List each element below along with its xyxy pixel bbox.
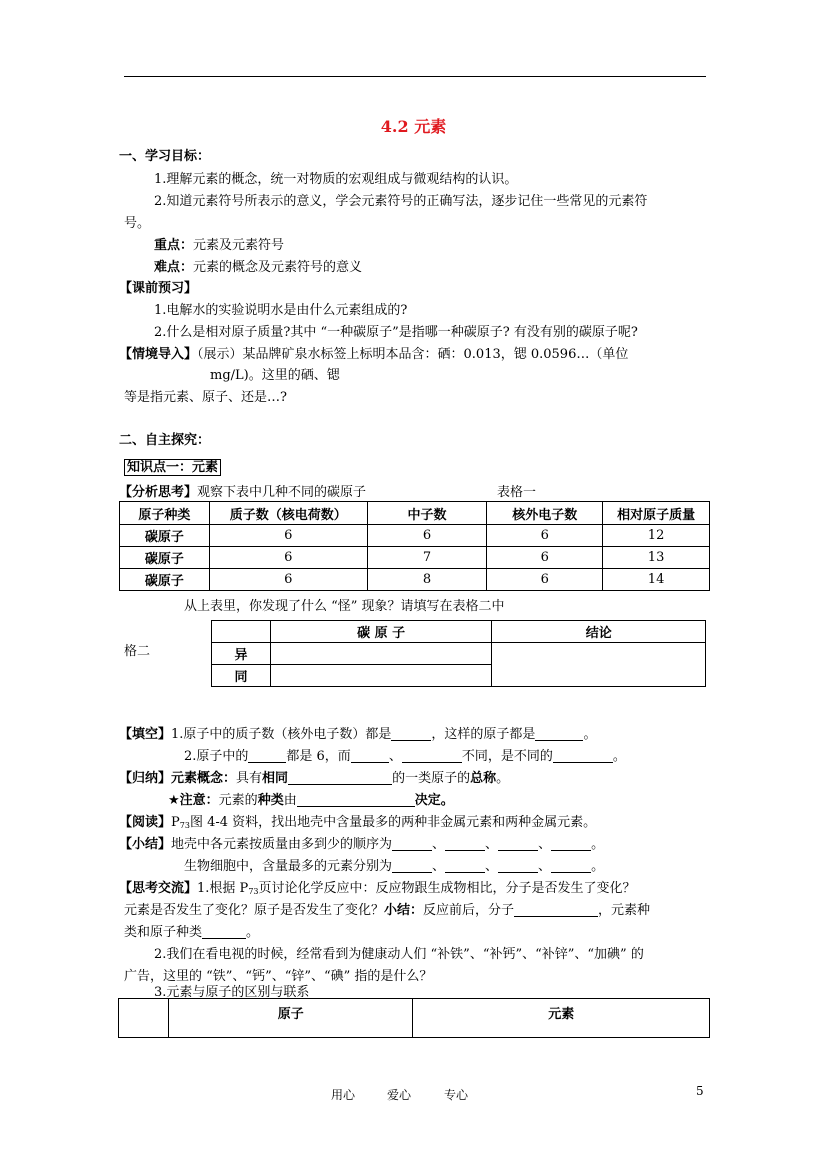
blank <box>297 793 415 807</box>
discussion-q2-line1: 2.我们在看电视的时候，经常看到为健康动人们 “补铁”、“补钙”、“补锌”、“加碘” 的 <box>154 947 644 962</box>
fill-label: 【填空】 <box>119 727 172 742</box>
separator: 、 <box>485 859 499 874</box>
table-cell: 碳原子 <box>120 547 210 569</box>
fill-text: 不同，是不同的 <box>461 749 553 764</box>
summary-line <box>119 767 509 786</box>
discussion-text: ，元素种 <box>598 903 651 918</box>
intro-text-1: （展示）某品牌矿泉水标签上标明本品含：硒：0.013，锶 0.0596…（单位 <box>197 347 629 362</box>
fill-text: 2.原子中的 <box>184 749 249 764</box>
blank <box>248 749 286 763</box>
discussion-text: 1.根据 P <box>197 881 249 896</box>
header-proton-count: 质子数（核电荷数） <box>209 502 367 525</box>
discussion-text: 。 <box>246 925 260 940</box>
table-cell: 碳原子 <box>120 525 210 547</box>
header-atom: 原子 <box>168 999 413 1038</box>
atom-element-table <box>118 998 710 1038</box>
table-cell: 12 <box>603 525 710 547</box>
separator: 、 <box>432 837 446 852</box>
conclusion-label: 【小结】 <box>119 837 172 852</box>
blank <box>445 859 485 873</box>
header-relative-mass: 相对原子质量 <box>603 502 710 525</box>
discussion-text: 类和原子种类 <box>124 925 203 940</box>
goal-2-line2: 号。 <box>124 216 151 231</box>
row-label-same: 同 <box>212 665 271 687</box>
fill-line1 <box>119 723 596 742</box>
blank <box>445 837 485 851</box>
page-subscript: 73 <box>248 887 259 896</box>
table-cell: 6 <box>209 547 367 569</box>
intro-label: 【情境导入】 <box>119 347 198 362</box>
discussion-line3 <box>124 921 259 940</box>
conclusion-cell <box>492 643 706 687</box>
table1-caption: 表格一 <box>497 485 537 500</box>
table-row <box>120 525 710 547</box>
separator: 、 <box>538 859 552 874</box>
table-cell: 7 <box>367 547 487 569</box>
conclusion-line1 <box>119 833 604 852</box>
note-decide: 决定。 <box>414 793 454 808</box>
table-header-row <box>120 502 710 525</box>
table-row <box>212 643 706 665</box>
table-cell: 14 <box>603 569 710 591</box>
discussion-line2 <box>124 899 650 918</box>
conclusion-text: 生物细胞中，含量最多的元素分别为 <box>184 859 393 874</box>
note-kind: 种类 <box>257 793 284 808</box>
separator: 、 <box>432 859 446 874</box>
table-cell: 8 <box>367 569 487 591</box>
table-cell <box>270 643 492 665</box>
fill-text: 。 <box>583 727 597 742</box>
conclusion-line2 <box>184 855 604 874</box>
separator: 。 <box>591 859 605 874</box>
intro-line2: mg/L)。这里的硒、锶 <box>210 368 340 383</box>
footer-item-2: 爱心 <box>387 1088 412 1102</box>
fill-text: 都是 6，而 <box>286 749 351 764</box>
knowledge-point-label <box>124 456 221 475</box>
table-cell: 6 <box>209 525 367 547</box>
summary-label: 【归纳】 <box>119 771 172 786</box>
reading-line <box>119 811 596 830</box>
section2-heading: 二、自主探究： <box>119 433 211 448</box>
fill-text: 1.原子中的质子数（核外电子数）都是 <box>171 727 392 742</box>
blank <box>392 837 432 851</box>
fill-text: 、 <box>388 749 402 764</box>
reading-label: 【阅读】 <box>119 815 172 830</box>
blank <box>498 837 538 851</box>
blank <box>551 837 591 851</box>
header-electron-count: 核外电子数 <box>487 502 603 525</box>
concept-text: 的一类原子的 <box>392 771 471 786</box>
blank <box>553 749 613 763</box>
table-cell: 6 <box>209 569 367 591</box>
table-cell: 6 <box>487 569 603 591</box>
table-cell: 6 <box>487 547 603 569</box>
header-atom-kind: 原子种类 <box>120 502 210 525</box>
note-text: 元素的 <box>218 793 258 808</box>
section1-heading: 一、学习目标： <box>119 149 211 164</box>
discussion-q2-line2: 广告，这里的 “铁”、“钙”、“锌”、“碘” 指的是什么？ <box>124 969 433 984</box>
blank <box>288 771 392 785</box>
key-text: 元素及元素符号 <box>193 238 285 253</box>
blank <box>514 903 598 917</box>
header-neutron-count: 中子数 <box>367 502 487 525</box>
fill-line2 <box>184 745 626 764</box>
reading-text: P <box>171 815 180 830</box>
carbon-atom-table <box>119 501 710 591</box>
concept-text: 。 <box>496 771 510 786</box>
fill-text: 。 <box>612 749 626 764</box>
table-cell: 6 <box>367 525 487 547</box>
table-header-row <box>119 999 710 1038</box>
table-cell <box>270 665 492 687</box>
concept-label: 元素概念： <box>171 771 237 786</box>
discussion-text: 元素是否发生了变化？原子是否发生了变化？ <box>124 903 385 918</box>
page-subscript: 73 <box>179 821 190 830</box>
difficult-text: 元素的概念及元素符号的意义 <box>193 260 363 275</box>
note-label: 注意： <box>179 793 219 808</box>
table-cell: 6 <box>487 525 603 547</box>
blank <box>535 727 583 741</box>
concept-same: 相同 <box>262 771 289 786</box>
analysis-text: 观察下表中几种不同的碳原子 <box>197 485 367 500</box>
reading-text: 图 4-4 资料，找出地壳中含量最多的两种非金属元素和两种金属元素。 <box>189 815 597 830</box>
blank <box>202 925 246 939</box>
table-row <box>120 547 710 569</box>
difficult-point <box>154 256 362 275</box>
discussion-line1 <box>119 877 636 896</box>
intro-line1 <box>119 343 628 362</box>
key-label: 重点： <box>154 238 194 253</box>
after-table1-text: 从上表里，你发现了什么 “怪” 现象？请填写在表格二中 <box>184 599 505 614</box>
table-cell <box>119 999 169 1038</box>
preview-q1: 1.电解水的实验说明水是由什么元素组成的? <box>154 303 408 318</box>
preview-label: 【课前预习】 <box>119 281 198 296</box>
discussion-label: 【思考交流】 <box>119 881 198 896</box>
header-rule <box>124 76 706 77</box>
discussion-text: 反应前后，分子 <box>423 903 515 918</box>
separator: 、 <box>485 837 499 852</box>
star-icon: ★ <box>168 793 180 808</box>
analysis-label: 【分析思考】 <box>119 485 198 500</box>
table-header-row <box>212 621 706 643</box>
discussion-text: 页讨论化学反应中：反应物跟生成物相比，分子是否发生了变化？ <box>258 881 636 896</box>
footer-item-1: 用心 <box>331 1088 356 1102</box>
knowledge-point-box: 知识点一：元素 <box>124 459 221 476</box>
blank <box>392 859 432 873</box>
table-cell: 13 <box>603 547 710 569</box>
intro-line3: 等是指元素、原子、还是…? <box>124 390 287 405</box>
footer-item-3: 专心 <box>444 1088 469 1102</box>
goal-2-line1: 2.知道元素符号所表示的意义，学会元素符号的正确写法，逐步记住一些常见的元素符 <box>154 194 648 209</box>
key-point <box>154 234 284 253</box>
blank <box>402 749 462 763</box>
concept-total: 总称 <box>470 771 497 786</box>
blank <box>391 727 431 741</box>
separator: 。 <box>591 837 605 852</box>
concept-text: 具有 <box>236 771 263 786</box>
note-line <box>168 789 454 808</box>
separator: 、 <box>538 837 552 852</box>
page-title: 4.2 元素 <box>380 117 447 136</box>
header-carbon-atom: 碳 原 子 <box>270 621 492 643</box>
row-label-different: 异 <box>212 643 271 665</box>
blank <box>498 859 538 873</box>
comparison-table <box>211 620 706 687</box>
goal-1: 1.理解元素的概念，统一对物质的宏观组成与微观结构的认识。 <box>154 172 518 187</box>
table-cell: 碳原子 <box>120 569 210 591</box>
fill-text: ，这样的原子都是 <box>431 727 536 742</box>
blank <box>551 859 591 873</box>
difficult-label: 难点： <box>154 260 194 275</box>
note-text: 由 <box>283 793 297 808</box>
table2-caption: 格二 <box>124 644 151 659</box>
discussion-summary-label: 小结： <box>384 903 424 918</box>
preview-q2: 2.什么是相对原子质量?其中 “一种碳原子”是指哪一种碳原子? 有没有别的碳原子呢? <box>154 325 638 340</box>
table-cell <box>212 621 271 643</box>
conclusion-text: 地壳中各元素按质量由多到少的顺序为 <box>171 837 393 852</box>
header-conclusion: 结论 <box>492 621 706 643</box>
blank <box>351 749 389 763</box>
analysis-line <box>119 481 366 500</box>
table-row <box>120 569 710 591</box>
header-element: 元素 <box>413 999 710 1038</box>
discussion-q3: 3.元素与原子的区别与联系 <box>154 985 310 1000</box>
page-number: 5 <box>696 1084 704 1098</box>
